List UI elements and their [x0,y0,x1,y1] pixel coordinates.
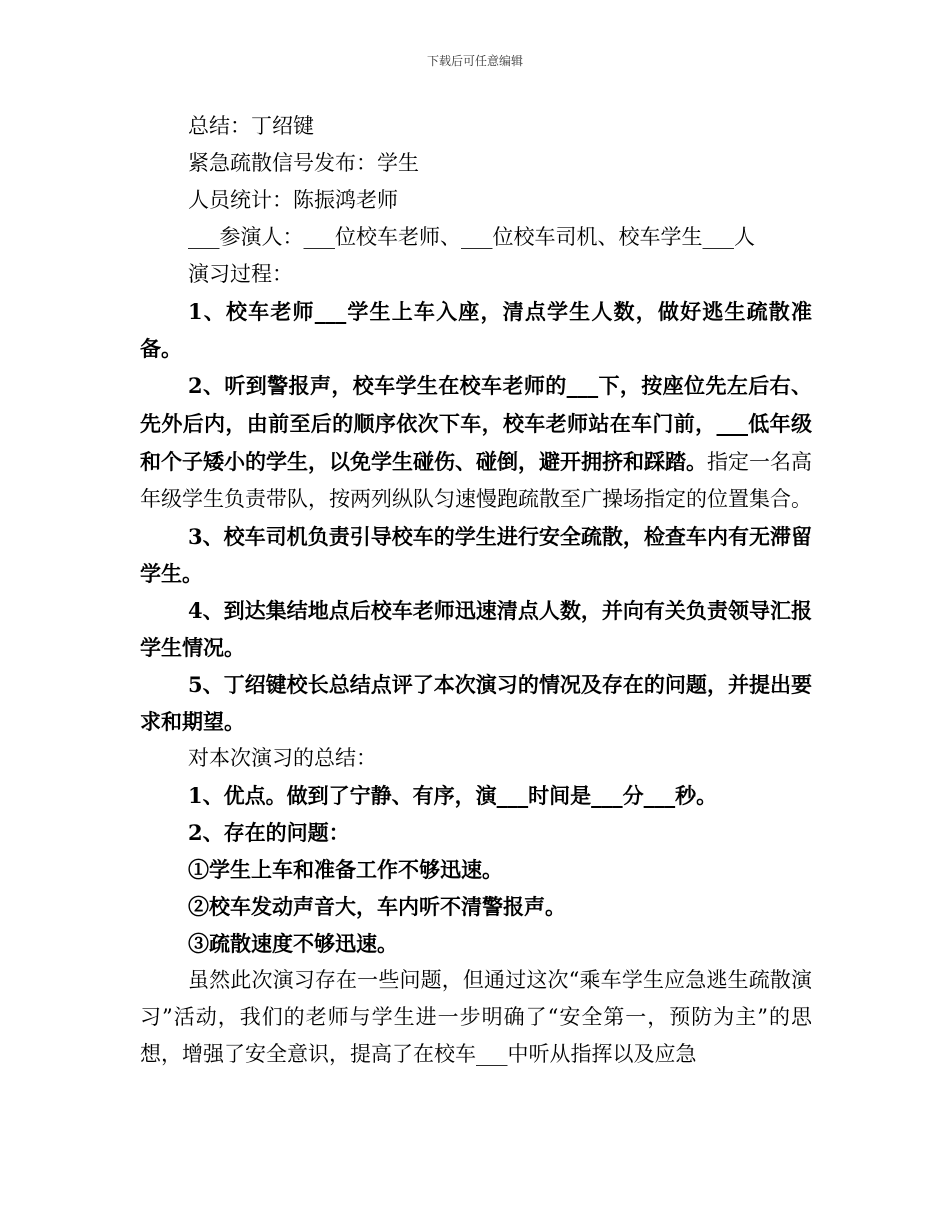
statistics-line: 人员统计：陈振鸿老师 [188,188,398,212]
step-3: 3、校车司机负责引导校车的学生进行安全疏散，检查车内有无滞留学生。 [140,524,812,586]
step-2-normal-part: 指定一名高年级学生负责带队，按两列纵队匀速慢跑疏散至广操场指定的位置集合。 [140,450,812,511]
step-2-bold-part: 2、听到警报声，校车学生在校车老师的___下，按座位先左后右、先外后内，由前至后的顺序依次下车，校车老师站在车门前，___低年级和个子矮小的学生，以免学生碰伤、碰倒，避开拥挤和踩踏。 [140,373,812,474]
problems-title: 2、存在的问题： [188,820,350,845]
signal-line: 紧急疏散信号发布：学生 [188,151,419,175]
summary-person-line: 总结：丁绍键 [188,114,314,138]
problem-1: ①学生上车和准备工作不够迅速。 [188,857,503,882]
step-4: 4、到达集结地点后校车老师迅速清点人数，并向有关负责领导汇报学生情况。 [140,598,812,660]
document-body [140,108,812,1073]
participants-line: ___参演人：___位校车老师、___位校车司机、校车学生___人 [188,225,755,249]
summary-title: 对本次演习的总结： [188,746,377,770]
step-2 [140,367,812,518]
page-header-note: 下载后可任意编辑 [426,54,523,68]
step-5: 5、丁绍键校长总结点评了本次演习的情况及存在的问题，并提出要求和期望。 [140,672,812,734]
step-1: 1、校车老师___学生上车入座，清点学生人数，做好逃生疏散准备。 [140,299,812,361]
process-title: 演习过程： [188,262,293,286]
merit-line: 1、优点。做到了宁静、有序，演___时间是___分___秒。 [188,783,718,808]
problem-3: ③疏散速度不够迅速。 [188,931,398,956]
closing-paragraph: 虽然此次演习存在一些问题，但通过这次“乘车学生应急逃生疏散演习”活动，我们的老师与学生进一步明确了“安全第一，预防为主”的思想，增强了安全意识，提高了在校车___中听从指挥以及应急 [140,968,812,1066]
problem-2: ②校车发动声音大，车内听不清警报声。 [188,894,566,919]
